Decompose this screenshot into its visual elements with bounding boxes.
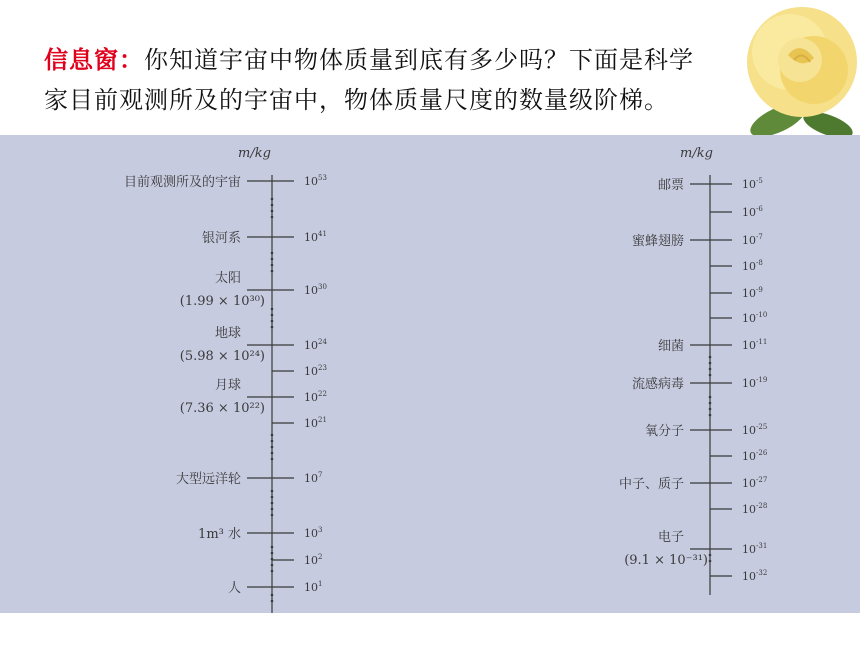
right-ellipsis-dot (709, 374, 712, 377)
right-tick-value: $10^{-9}$ (742, 286, 763, 300)
left-ellipsis-dot (271, 216, 274, 219)
left-unit-label: m/kg (238, 146, 271, 161)
left-tick-value: $10^3$ (304, 526, 323, 540)
yellow-rose-icon (730, 0, 860, 145)
right-object-label: 中子、质子 (618, 477, 684, 492)
left-ellipsis-dot (271, 198, 274, 201)
left-ellipsis-dot (271, 210, 274, 213)
left-ellipsis-dot (271, 434, 274, 437)
right-tick-value: $10^{-19}$ (742, 376, 768, 390)
right-ellipsis-dot (709, 402, 712, 405)
left-tick-value: $10^{21}$ (304, 416, 327, 430)
right-ellipsis-dot (709, 560, 712, 563)
left-object-label: 人 (227, 581, 241, 596)
left-tick-value: $10^{53}$ (304, 174, 327, 188)
right-object-label: 氧分子 (644, 424, 684, 439)
info-window-text (44, 40, 834, 120)
right-ellipsis-dot (709, 554, 712, 557)
left-ellipsis-dot (271, 502, 274, 505)
info-question: 你知道宇宙中物体质量到底有多少吗？下面是科学 (144, 46, 694, 74)
right-object-mass: (9.1 × 10⁻³¹) (624, 553, 708, 568)
right-object-label: 细菌 (657, 339, 684, 354)
right-ellipsis-dot (709, 356, 712, 359)
left-object-mass: (5.98 × 10²⁴) (179, 349, 265, 364)
left-object-label: 太阳 (214, 271, 241, 286)
left-ellipsis-dot (271, 264, 274, 267)
left-ellipsis-dot (271, 558, 274, 561)
left-ellipsis-dot (271, 552, 274, 555)
left-ellipsis-dot (271, 204, 274, 207)
left-ellipsis-dot (271, 600, 274, 603)
left-ellipsis-dot (271, 564, 274, 567)
left-ellipsis-dot (271, 458, 274, 461)
right-tick-value: $10^{-7}$ (742, 233, 763, 247)
left-ellipsis-dot (271, 270, 274, 273)
left-tick-value: $10^{24}$ (304, 338, 327, 352)
right-tick-value: $10^{-10}$ (742, 311, 768, 325)
left-tick-value: $10^{41}$ (304, 230, 327, 244)
right-tick-value: $10^{-28}$ (742, 502, 768, 516)
right-tick-value: $10^{-11}$ (742, 338, 768, 352)
info-window-label: 信息窗： (44, 46, 144, 74)
mass-scale-panel (0, 135, 860, 613)
right-ellipsis-dot (709, 408, 712, 411)
right-tick-value: $10^{-26}$ (742, 449, 768, 463)
left-object-label: 地球 (214, 326, 241, 341)
right-object-label: 蜜蜂翅膀 (631, 234, 684, 249)
left-tick-value: $10^{22}$ (304, 390, 327, 404)
right-ellipsis-dot (709, 368, 712, 371)
left-ellipsis-dot (271, 496, 274, 499)
right-tick-value: $10^{-31}$ (742, 542, 768, 556)
right-object-label: 邮票 (657, 178, 684, 193)
left-tick-value: $10^2$ (304, 553, 323, 567)
left-ellipsis-dot (271, 326, 274, 329)
right-object-label: 电子 (657, 530, 684, 545)
left-ellipsis-dot (271, 440, 274, 443)
left-ellipsis-dot (271, 320, 274, 323)
left-ellipsis-dot (271, 252, 274, 255)
left-object-label: 月球 (214, 378, 241, 393)
info-line-1 (44, 40, 834, 80)
left-tick-value: $10^7$ (304, 471, 323, 485)
left-ellipsis-dot (271, 490, 274, 493)
left-ellipsis-dot (271, 308, 274, 311)
left-ellipsis-dot (271, 508, 274, 511)
right-tick-value: $10^{-27}$ (742, 476, 768, 490)
left-ellipsis-dot (271, 258, 274, 261)
left-tick-value: $10^1$ (304, 580, 323, 594)
right-tick-value: $10^{-25}$ (742, 423, 768, 437)
left-object-label: 银河系 (201, 231, 241, 246)
right-object-label: 流感病毒 (631, 377, 684, 392)
left-object-label: 目前观测所及的宇宙 (123, 175, 241, 190)
left-ellipsis-dot (271, 452, 274, 455)
left-object-mass: (7.36 × 10²²) (179, 401, 265, 416)
right-tick-value: $10^{-6}$ (742, 205, 763, 219)
left-ellipsis-dot (271, 446, 274, 449)
right-ellipsis-dot (709, 414, 712, 417)
mass-scale-diagram (0, 135, 860, 613)
left-ellipsis-dot (271, 546, 274, 549)
left-ellipsis-dot (271, 570, 274, 573)
right-ellipsis-dot (709, 396, 712, 399)
right-tick-value: $10^{-32}$ (742, 569, 768, 583)
right-mass-scale (619, 146, 768, 595)
left-ellipsis-dot (271, 514, 274, 517)
left-ellipsis-dot (271, 594, 274, 597)
left-object-label: 1m³ 水 (198, 527, 241, 542)
right-tick-value: $10^{-8}$ (742, 259, 763, 273)
left-object-label: 大型远洋轮 (175, 472, 241, 487)
left-tick-value: $10^{23}$ (304, 364, 327, 378)
left-object-mass: (1.99 × 10³⁰) (179, 294, 265, 309)
info-line-2: 家目前观测所及的宇宙中，物体质量尺度的数量级阶梯。 (44, 86, 669, 114)
left-mass-scale (124, 146, 327, 613)
right-tick-value: $10^{-5}$ (742, 177, 763, 191)
left-ellipsis-dot (271, 314, 274, 317)
right-ellipsis-dot (709, 362, 712, 365)
left-tick-value: $10^{30}$ (304, 283, 327, 297)
right-unit-label: m/kg (680, 146, 713, 161)
